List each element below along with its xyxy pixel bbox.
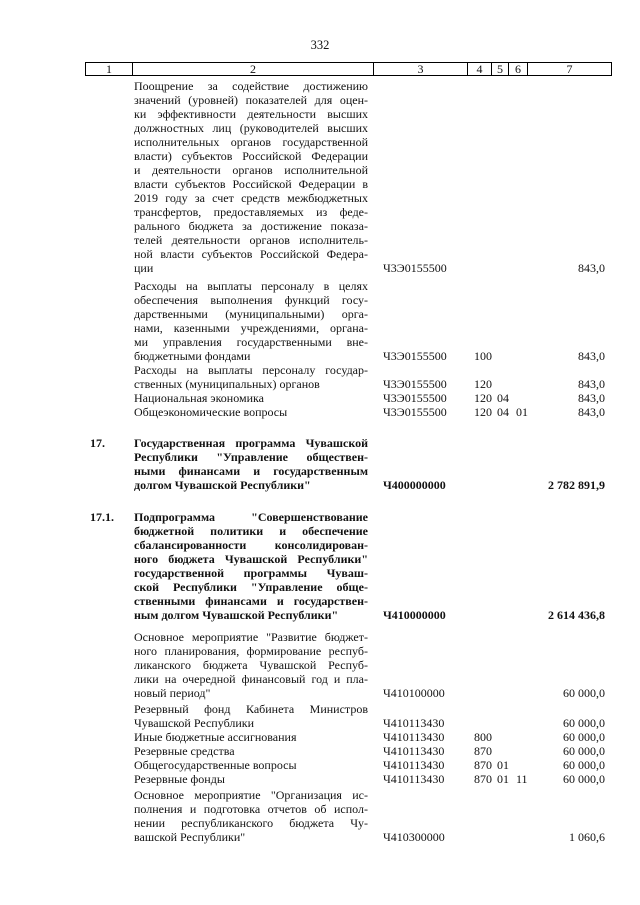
row-code: Ч3Э0155500	[383, 261, 447, 275]
row-name-line: ного бюджета Чувашской Республики"	[134, 552, 368, 566]
row-name-line: ской Республики "Управление обще-	[134, 580, 368, 594]
row-name	[134, 363, 368, 391]
row-expense-type: 870	[474, 758, 492, 772]
row-code: Ч410113430	[383, 744, 445, 758]
row-code: Ч410100000	[383, 686, 445, 700]
row-name-line: новый период"	[134, 686, 211, 700]
row-name-line: ным долгом Чувашской Республики"	[134, 608, 339, 622]
row-name-line: Иные бюджетные ассигнования	[134, 730, 297, 744]
row-name-line: должностных лиц (руководителей высших	[134, 121, 368, 135]
row-sum: 843,0	[578, 405, 605, 419]
row-name-line: нами, казенными учреждениями, органа-	[134, 321, 368, 335]
row-name-line: лики на очередной финансовый год и пла-	[134, 672, 368, 686]
row-name-line: дарственными (муниципальными) орга-	[134, 307, 368, 321]
row-expense-type: 870	[474, 772, 492, 786]
row-name-line: Расходы на выплаты персоналу в целях	[134, 279, 368, 293]
row-name-line: ственными финансами и государствен-	[134, 594, 368, 608]
row-name	[134, 279, 368, 363]
row-name-line: ми управления государственными вне-	[134, 335, 368, 349]
row-section: 04	[497, 405, 509, 419]
row-code: Ч410113430	[383, 758, 445, 772]
row-section: 01	[497, 758, 509, 772]
row-name-line: долгом Чувашской Республики"	[134, 478, 311, 492]
row-name-line: Общеэкономические вопросы	[134, 405, 288, 419]
row-name-line: ции	[134, 261, 154, 275]
row-code: Ч410113430	[383, 730, 445, 744]
row-expense-type: 800	[474, 730, 492, 744]
row-code: Ч410113430	[383, 772, 445, 786]
header-col-4: 4	[468, 63, 492, 75]
row-name-line: Основное мероприятие "Развитие бюджет-	[134, 630, 368, 644]
row-name-line: исполнительных органов государственной	[134, 135, 368, 149]
header-col-2: 2	[133, 63, 374, 75]
row-sum: 843,0	[578, 391, 605, 405]
row-subsection: 11	[516, 772, 528, 786]
row-name	[134, 436, 368, 492]
row-name-line: 2019 году за счет средств межбюджетных	[134, 191, 368, 205]
row-code: Ч3Э0155500	[383, 405, 447, 419]
row-sum: 60 000,0	[563, 730, 605, 744]
row-sum: 1 060,6	[569, 830, 605, 844]
row-name-line: Поощрение за содействие достижению	[134, 79, 368, 93]
row-name-line: трансфертов, предоставляемых из феде-	[134, 205, 368, 219]
row-number: 17.1.	[90, 510, 114, 524]
row-code: Ч400000000	[383, 478, 446, 492]
row-name-line: Республики "Управление обществен-	[134, 450, 368, 464]
row-name-line: и деятельности органов исполнительной	[134, 163, 368, 177]
row-name-line: ликанского бюджета Чувашской Респуб-	[134, 658, 368, 672]
row-expense-type: 120	[474, 405, 492, 419]
row-sum: 60 000,0	[563, 758, 605, 772]
row-code: Ч3Э0155500	[383, 349, 447, 363]
row-name	[134, 510, 368, 622]
row-name-line: бюджетными фондами	[134, 349, 251, 363]
row-name-line: Государственная программа Чувашской	[134, 436, 368, 450]
row-sum: 2 614 436,8	[548, 608, 605, 622]
row-name-line: Расходы на выплаты персоналу государ-	[134, 363, 368, 377]
row-name-line: обеспечения выполнения функций госу-	[134, 293, 368, 307]
row-section: 01	[497, 772, 509, 786]
row-name-line: значений (уровней) показателей для оцен-	[134, 93, 368, 107]
row-number: 17.	[90, 436, 105, 450]
row-name	[134, 788, 368, 844]
row-code: Ч410000000	[383, 608, 446, 622]
row-expense-type: 120	[474, 377, 492, 391]
row-name-line: ного планирования, формирование респуб-	[134, 644, 368, 658]
row-name-line: рального бюджета за достижение показа-	[134, 219, 368, 233]
row-name	[134, 702, 368, 730]
row-name-line: сбалансированности консолидирован-	[134, 538, 368, 552]
row-name-line: Подпрограмма "Совершенствование	[134, 510, 368, 524]
row-name-line: Резервный фонд Кабинета Министров	[134, 702, 368, 716]
row-expense-type: 120	[474, 391, 492, 405]
row-name	[134, 79, 368, 275]
row-sum: 60 000,0	[563, 716, 605, 730]
row-name-line: ки эффективности деятельности высших	[134, 107, 368, 121]
row-sum: 60 000,0	[563, 772, 605, 786]
row-name-line: ной власти субъектов Российской Федера-	[134, 247, 368, 261]
row-expense-type: 100	[474, 349, 492, 363]
row-name-line: Национальная экономика	[134, 391, 264, 405]
row-sum: 843,0	[578, 261, 605, 275]
row-name-line: бюджетной политики и обеспечение	[134, 524, 368, 538]
row-code: Ч410113430	[383, 716, 445, 730]
row-code: Ч3Э0155500	[383, 377, 447, 391]
row-name-line: телей деятельности органов исполнитель-	[134, 233, 368, 247]
header-col-7: 7	[566, 62, 573, 76]
row-code: Ч410300000	[383, 830, 445, 844]
row-section: 04	[497, 391, 509, 405]
row-name	[134, 772, 368, 786]
page-number: 332	[310, 38, 330, 52]
header-col-5: 5	[492, 63, 509, 75]
row-name-line: власти субъектов Российской Федерации в	[134, 177, 368, 191]
row-name-line: Основное мероприятие "Организация ис-	[134, 788, 368, 802]
row-expense-type: 870	[474, 744, 492, 758]
row-name	[134, 630, 368, 700]
row-sum: 843,0	[578, 377, 605, 391]
row-name-line: Резервные фонды	[134, 772, 225, 786]
header-col-1: 1	[86, 63, 133, 75]
row-name	[134, 758, 368, 772]
row-sum: 843,0	[578, 349, 605, 363]
row-sum: 60 000,0	[563, 744, 605, 758]
row-name	[134, 730, 368, 744]
row-name-line: власти) субъектов Российской Федерации	[134, 149, 368, 163]
row-name	[134, 405, 368, 419]
row-name	[134, 744, 368, 758]
row-name-line: Чувашской Республики	[134, 716, 255, 730]
row-name-line: государственной программы Чуваш-	[134, 566, 368, 580]
row-name-line: вашской Республики"	[134, 830, 246, 844]
row-name-line: полнения и подготовка отчетов об испол-	[134, 802, 368, 816]
row-name-line: ственных (муниципальных) органов	[134, 377, 320, 391]
header-col-3: 3	[374, 63, 468, 75]
row-name-line: Общегосударственные вопросы	[134, 758, 297, 772]
row-sum: 2 782 891,9	[548, 478, 605, 492]
row-sum: 60 000,0	[563, 686, 605, 700]
row-name-line: Резервные средства	[134, 744, 235, 758]
row-name	[134, 391, 368, 405]
row-code: Ч3Э0155500	[383, 391, 447, 405]
row-name-line: ными финансами и государственным	[134, 464, 368, 478]
row-name-line: нении республиканского бюджета Чу-	[134, 816, 368, 830]
row-subsection: 01	[516, 405, 528, 419]
header-col-6: 6	[509, 63, 528, 75]
table-header	[85, 62, 612, 76]
